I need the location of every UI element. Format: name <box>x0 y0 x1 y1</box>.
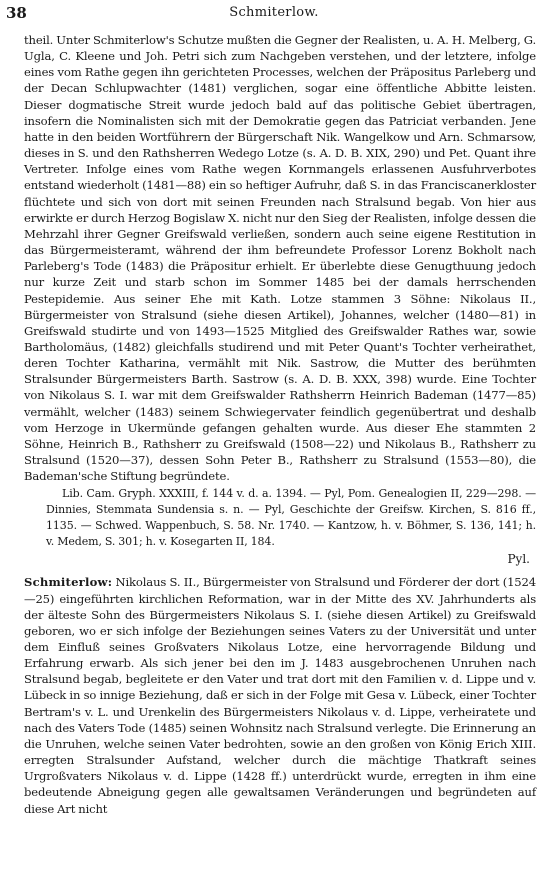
entry-1-body: theil. Unter Schmiterlow's Schutze mußten die Gegner der Realisten, u. A. H. Melberg, G. Ugla, C. Kleene und Joh. Petri sich zum Nachgeben verstehen, und der letztere, infolge eines vom Rathe gegen ihn gerichteten Processes, welchen der Präpositus Parleberg und der Decan Schlupwachter (1481) verglichen, sogar eine öffentliche Abbitte leisten. Dieser dogmatische Streit wurde jedoch bald auf das politische Gebiet übertragen, insofern die Nominalisten sich mit der Demokratie gegen das Patriciat verbanden. Jene hatte in den beiden Wortführern der Bürgerschaft Nik. Wangelkow und Arn. Schmarsow, dieses in S. und den Rathsherren Wedego Lotze (s. A. D. B. XIX, 290) und Pet. Quant ihre Vertreter. Infolge eines vom Rathe wegen Kornmangels erlassenen Ausfuhrverbotes entstand wiederholt (1481—88) ein so heftiger Aufruhr, daß S. in das Franciscanerkloster flüchtete und sich von dort mit seinen Freunden nach Stralsund begab. Von hier aus erwirkte er durch Herzog Bogislaw X. nicht nur den Sieg der Realisten, infolge dessen die Mehrzahl ihrer Gegner Greifswald verließen, sondern auch seine eigene Restitution in das Bürgermeisteramt, während der ihm befreundete Professor Lorenz Bokholt nach Parleberg's Tode (1483) die Präpositur erhielt. Er überlebte diese Genugthuung jedoch nur kurze Zeit und starb schon im Sommer 1485 bei der damals herrschenden Pestepidemie. Aus seiner Ehe mit Kath. Lotze stammen 3 Söhne: Nikolaus II., Bürgermeister von Stralsund (siehe diesen Artikel), Johannes, welcher (1480—81) in Greifswald studirte und von 1493—1525 Mitglied des Greifswalder Rathes war, sowie Bartholomäus, (1482) gleichfalls studirend und mit Peter Quant's Tochter verheirathet, deren Tochter Katharina, vermählt mit Nik. Sastrow, die Mutter des berühmten Stralsunder Bürgermeisters Barth. Sastrow (s. A. D. B. XXX, 398) wurde. Eine Tochter von Nikolaus S. I. war mit dem Greifswalder Rathsherrn Heinrich Bademan (1477—85) vermählt, welcher (1483) seinem Schwiegervater feindlich gegenübertrat und deshalb vom Herzoge in Ukermünde gefangen gehalten wurde. Aus dieser Ehe stammten 2 Söhne, Heinrich B., Rathsherr zu Greifswald (1508—22) und Nikolaus B., Rathsherr zu Stralsund (1520—37), dessen Sohn Peter B., Rathsherr zu Stralsund (1553—80), die Bademan'sche Stiftung begründete. <box>24 33 536 484</box>
running-title: Schmiterlow. <box>229 5 319 20</box>
entry-2-headword: Schmiterlow: <box>24 575 113 590</box>
entry-1-sources: Lib. Cam. Gryph. XXXIII, f. 144 v. d. a. 1394. — Pyl, Pom. Genealogien II, 229—298. — Dinnies, Stemmata Sundensia s. n. — Pyl, Geschichte der Greifsw. Kirchen, S. 816 ff., 1135. — Schwed. Wappenbuch, S. 58. Nr. 1740. — Kantzow, h. v. Böhmer, S. 136, 141; h. v. Medem, S. 301; h. v. Kosegarten II, 184. <box>46 487 536 549</box>
page-header <box>6 4 542 22</box>
page-body <box>24 32 536 817</box>
entry-2-text: Nikolaus S. II., Bürgermeister von Stralsund und Förderer der dort (1524—25) eingeführten kirchlichen Reformation, war in der Mitte des XV. Jahrhunderts als der älteste Sohn des Bürgermeisters Nikolaus S. I. (siehe diesen Artikel) zu Greifswald geboren, wo er sich infolge der Beziehungen seines Vaters zu der Universität und unter dem Einfluß seines Großvaters Nikolaus Lotze, eine hervorragende Bildung und Erfahrung erwarb. Als sich jener bei den im J. 1483 ausgebrochenen Unruhen nach Stralsund begab, begleitete er den Vater und trat dort mit den Familien v. d. Lippe und v. Lübeck in so innige Beziehung, daß er sich in der Folge mit Gesa v. Lübeck, einer Tochter Bertram's v. L. und Urenkelin des Bürgermeisters Nikolaus v. d. Lippe, verheiratete und nach des Vaters Tode (1485) seinen Wohnsitz nach Stralsund verlegte. Die Erinnerung an die Unruhen, welche seinen Vater bedrohten, sowie an den großen von König Erich XIII. erregten Stralsunder Aufstand, welcher durch die mächtige Thatkraft seines Urgroßvaters Nikolaus v. d. Lippe (1428 ff.) unterdrückt wurde, erregten in ihm eine bedeutende Abneigung gegen alle gewaltsamen Veränderungen und begründeten auf diese Art nicht <box>24 575 536 816</box>
page-number: 38 <box>6 4 27 22</box>
entry-2-body <box>24 574 536 816</box>
entry-1-author: Pyl. <box>507 552 530 567</box>
